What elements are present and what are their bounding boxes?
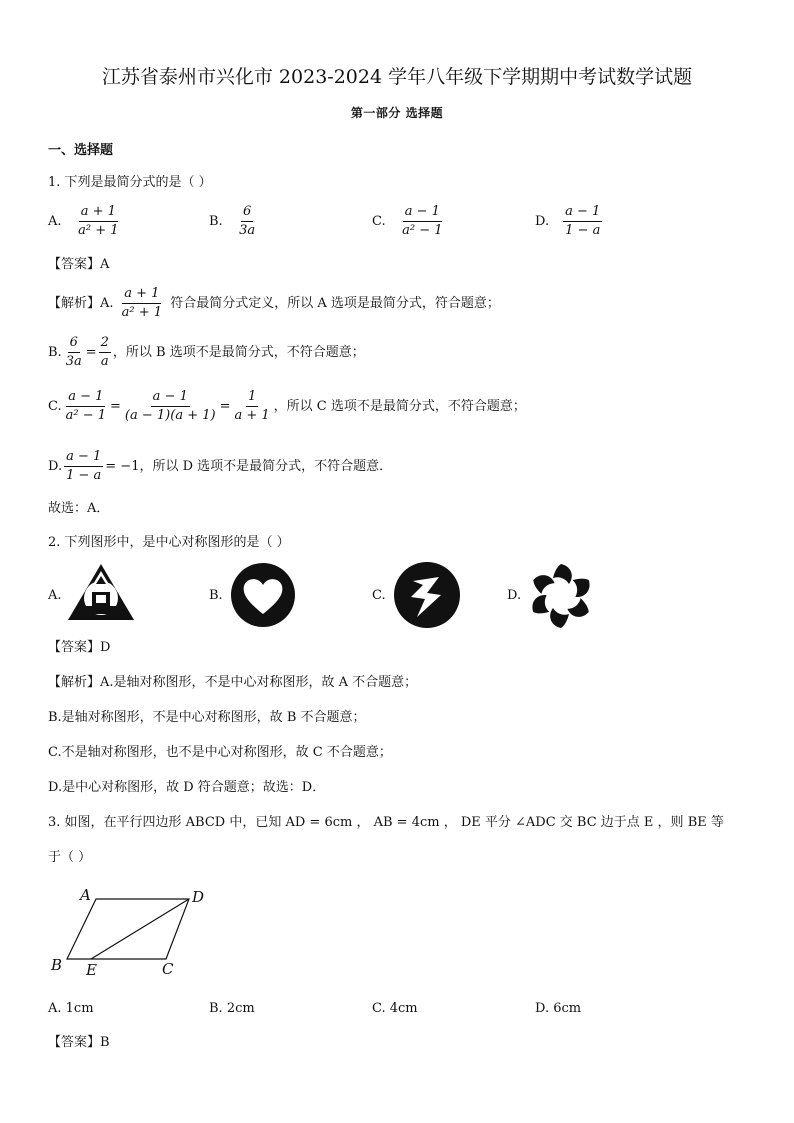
- label-b: B: [51, 956, 63, 974]
- analysis-d-fraction: [64, 449, 103, 484]
- numerator: a − 1: [66, 389, 105, 407]
- part-subtitle: 第一部分 选择题: [350, 106, 444, 120]
- q1-option-c-letter: C.: [372, 214, 386, 229]
- q2-figure-b-heart-icon: [230, 562, 296, 628]
- q1-option-b: [209, 204, 259, 239]
- q1-option-d-fraction: [563, 204, 602, 239]
- q1-option-a-letter: A.: [48, 214, 62, 229]
- section-heading: 一、选择题: [48, 143, 114, 158]
- q2-option-a-letter: A.: [48, 588, 62, 603]
- parallelogram-abcd: [67, 899, 189, 959]
- label-d: D: [192, 888, 205, 906]
- numerator: 6: [241, 204, 253, 222]
- equals-sign: =: [110, 399, 121, 414]
- denominator: a² + 1: [78, 223, 119, 238]
- q1-analysis-a: [48, 286, 500, 321]
- analysis-text: 符合最简分式定义，所以 A 选项是最简分式，符合题意；: [170, 296, 500, 311]
- q2-figure-a-triangle-icon: [66, 562, 136, 624]
- q2-option-c-letter: C.: [372, 588, 386, 603]
- analysis-text: ，所以 B 选项不是最简分式，不符合题意；: [112, 345, 365, 360]
- q1-stem: 1. 下列是最简分式的是（ ）: [48, 175, 212, 190]
- label-e: E: [86, 961, 97, 979]
- denominator: 1 − a: [66, 468, 102, 483]
- numerator: a + 1: [79, 204, 118, 222]
- denominator: a: [100, 354, 109, 369]
- q3-option-b: B. 2cm: [209, 1001, 255, 1016]
- q2-analysis-c: C.不是轴对称图形，也不是中心对称图形，故 C 不合题意；: [48, 745, 392, 760]
- analysis-prefix: D.: [48, 459, 63, 474]
- denominator: 1 − a: [565, 223, 601, 238]
- analysis-text: ，所以 C 选项不是最简分式，不符合题意；: [273, 399, 526, 414]
- numerator: 1: [246, 389, 258, 407]
- q1-option-a: [48, 204, 123, 239]
- label-c: C: [162, 960, 174, 978]
- q1-option-d: [535, 204, 604, 239]
- q2-analysis-d: D.是中心对称图形，故 D 符合题意；故选：D．: [48, 780, 326, 795]
- analysis-c-fraction-3: [232, 389, 271, 424]
- denominator: a² − 1: [402, 223, 443, 238]
- q3-stem-line-2: 于（ ）: [48, 850, 92, 865]
- analysis-c-fraction-1: [64, 389, 108, 424]
- denominator: (a − 1)(a + 1): [124, 408, 216, 423]
- q2-analysis-a: 【解析】A.是轴对称图形，不是中心对称图形，故 A 不合题意；: [48, 675, 418, 690]
- q1-analysis-b: [48, 335, 365, 370]
- q1-analysis-d: [48, 449, 392, 484]
- denominator: 3a: [65, 354, 82, 369]
- denominator: a² + 1: [121, 305, 163, 320]
- q2-stem: 2. 下列图形中，是中心对称图形的是（ ）: [48, 535, 290, 550]
- equals-sign: =: [219, 399, 231, 414]
- q1-option-c: [372, 204, 447, 239]
- q3-answer: 【答案】B: [48, 1035, 110, 1050]
- q1-analysis-c: [48, 389, 526, 424]
- page-title: 江苏省泰州市兴化市 2023-2024 学年八年级下学期期中考试数学试题: [101, 66, 693, 88]
- analysis-a-fraction: [120, 286, 164, 321]
- q1-option-b-fraction: [237, 204, 257, 239]
- analysis-prefix: 【解析】A.: [48, 296, 114, 311]
- analysis-c-fraction-2: [123, 389, 218, 424]
- q2-answer: 【答案】D: [48, 640, 111, 655]
- numerator: 2: [99, 335, 111, 353]
- numerator: a − 1: [563, 204, 602, 222]
- denominator: a² − 1: [65, 408, 107, 423]
- q1-option-d-letter: D.: [535, 214, 550, 229]
- q2-figure-d-swirl-icon: [526, 561, 596, 631]
- q1-option-a-fraction: [76, 204, 120, 239]
- q2-option-b-letter: B.: [209, 588, 223, 603]
- q1-answer: 【答案】A: [48, 257, 110, 272]
- segment-de: [91, 899, 189, 959]
- label-a: A: [80, 886, 91, 904]
- q2-option-d-letter: D.: [507, 588, 522, 603]
- q2-figure-c-lightning-icon: [393, 561, 461, 629]
- equals-sign: =: [85, 345, 97, 360]
- numerator: a − 1: [403, 204, 442, 222]
- denominator: a + 1: [234, 408, 270, 423]
- q2-analysis-b: B.是轴对称图形，不是中心对称图形，故 B 不合题意；: [48, 710, 366, 725]
- analysis-prefix: C.: [48, 399, 62, 414]
- numerator: a + 1: [122, 286, 161, 304]
- q1-option-b-letter: B.: [209, 214, 223, 229]
- q3-option-a: A. 1cm: [48, 1001, 94, 1016]
- q3-option-d: D. 6cm: [535, 1001, 582, 1016]
- q3-option-c: C. 4cm: [372, 1001, 418, 1016]
- analysis-text: = −1，所以 D 选项不是最简分式，不符合题意．: [105, 459, 393, 474]
- numerator: a − 1: [151, 389, 190, 407]
- numerator: 6: [68, 335, 80, 353]
- q3-stem-line-1: 3. 如图，在平行四边形 ABCD 中，已知 AD = 6cm ， AB = 4cm ， DE 平分 ∠ADC 交 BC 边于点 E ，则 BE 等: [48, 815, 724, 830]
- q1-conclusion: 故选：A．: [48, 501, 110, 516]
- analysis-b-fraction-2: [99, 335, 111, 370]
- numerator: a − 1: [64, 449, 103, 467]
- q1-option-c-fraction: [400, 204, 444, 239]
- analysis-b-fraction-1: [64, 335, 84, 370]
- analysis-prefix: B.: [48, 345, 62, 360]
- q3-parallelogram-diagram: [44, 882, 224, 982]
- denominator: 3a: [239, 223, 256, 238]
